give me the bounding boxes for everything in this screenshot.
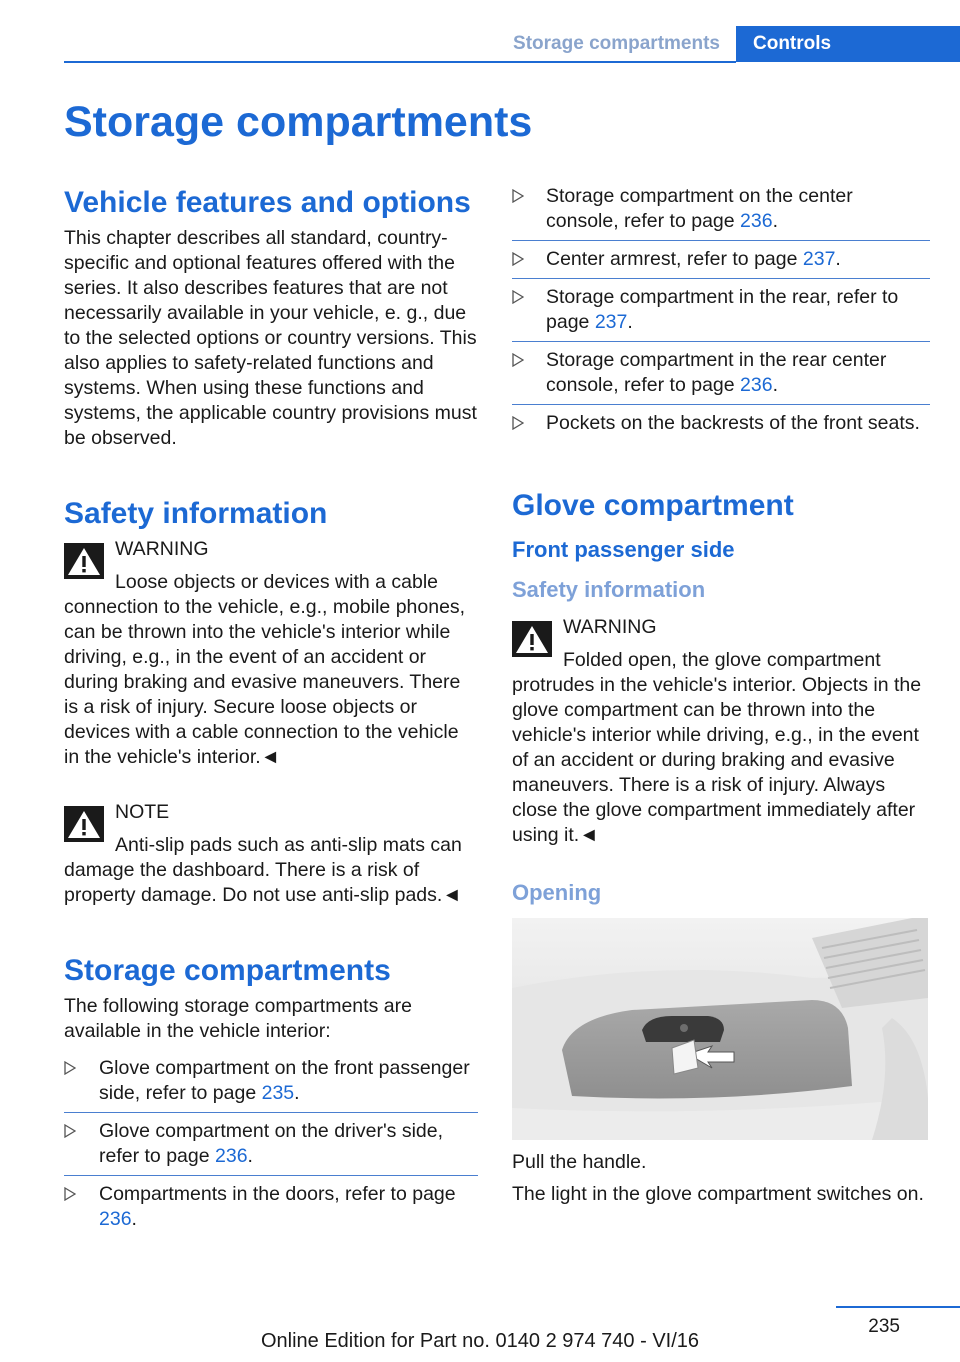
list-item <box>64 1113 478 1176</box>
note-text: damage the dashboard. There is a risk of property damage. Do not use anti-slip pads.◄ <box>64 859 462 906</box>
list-item <box>512 342 930 405</box>
list-item-text: Glove compartment on the front passenger side, refer to page <box>99 1057 470 1104</box>
page-link[interactable]: 235 <box>261 1082 295 1104</box>
triangle-bullet-icon <box>512 252 524 266</box>
warning-keyword: WARNING <box>115 538 209 560</box>
warning-triangle-icon <box>64 543 104 579</box>
list-item-end: . <box>772 210 779 232</box>
warning-text: protrudes in the vehicle's interior. Objects in the glove compartment can be thrown into the vehicle's interior while driving, e.g., in the event of an accident or during braking and evasive maneuvers. There is a risk of injury. Always close the glove compartment immediately after using it.◄ <box>512 674 922 846</box>
warning-text-first: Folded open, the glove compartment <box>563 649 881 671</box>
list-item-end: . <box>247 1145 253 1167</box>
page-link[interactable]: 237 <box>594 311 628 333</box>
paragraph-vehicle-features: This chapter describes all standard, country-specific and optional features offered with the series. It also describes features that are not necessarily available in your vehicle, e. g., due to the selected options or country versions. This also applies to safety-related functions and systems. When using these functions and systems, the applicable country provisions must be observed. <box>64 227 477 449</box>
list-item-end: . <box>772 374 779 396</box>
page-link[interactable]: 236 <box>740 210 773 232</box>
triangle-bullet-icon <box>512 290 524 304</box>
note-keyword: NOTE <box>115 801 170 823</box>
page-link[interactable]: 236 <box>215 1145 248 1167</box>
header-chapter-tab[interactable]: Controls <box>736 26 960 62</box>
heading-glove-compartment: Glove compartment <box>512 489 794 522</box>
heading-vehicle-features: Vehicle features and options <box>64 186 471 219</box>
list-item-text: Center armrest, refer to page <box>546 248 803 270</box>
page-link[interactable]: 237 <box>802 248 836 270</box>
note-text-first: Anti-slip pads such as anti-slip mats can <box>115 834 462 856</box>
list-item-end: . <box>627 311 633 333</box>
list-item-text: Storage compartment in the rear center console, refer to page <box>546 349 887 396</box>
page-number: 235 <box>868 1316 900 1337</box>
warning-text: connection to the vehicle, e.g., mobile phones, can be thrown into the vehicle's interior while driving, e.g., in the event of an accident or during braking and evasive maneuvers. There is a risk of injury. Secure loose objects or devices with a cable connection to the vehicle in the vehicle's interior.◄ <box>64 596 466 768</box>
heading-safety-information: Safety information <box>512 577 706 602</box>
triangle-bullet-icon <box>64 1061 76 1075</box>
heading-front-passenger-side: Front passenger side <box>512 537 735 562</box>
left-column <box>64 184 478 1239</box>
storage-list-right <box>512 184 930 443</box>
glove-compartment-photo <box>512 918 928 1140</box>
list-item <box>512 184 930 241</box>
header-rule <box>64 61 736 63</box>
paragraph-light: The light in the glove compartment switches on. <box>512 1183 924 1205</box>
list-item-end: . <box>294 1082 300 1104</box>
triangle-bullet-icon <box>512 353 524 367</box>
paragraph-storage-intro: The following storage compartments are available in the vehicle interior: <box>64 995 412 1042</box>
warning-keyword: WARNING <box>563 616 657 638</box>
heading-opening: Opening <box>512 880 602 905</box>
list-item-text: Compartments in the doors, refer to page <box>99 1183 456 1205</box>
warning-block <box>64 537 478 770</box>
list-item <box>64 1056 478 1113</box>
storage-list-left <box>64 1056 478 1239</box>
list-item-end: . <box>131 1208 137 1230</box>
page-title: Storage compartments <box>64 98 533 146</box>
header-section-title: Storage compartments <box>513 33 720 54</box>
list-item-text: Pockets on the backrests of the front seats. <box>546 412 920 434</box>
list-item <box>64 1176 478 1239</box>
list-item <box>512 241 930 279</box>
triangle-bullet-icon <box>64 1124 76 1138</box>
triangle-bullet-icon <box>64 1187 76 1201</box>
paragraph-pull-handle: Pull the handle. <box>512 1151 647 1173</box>
warning-block <box>512 615 930 848</box>
heading-storage-compartments: Storage compartments <box>64 954 391 987</box>
list-item-text: Storage compartment in the rear, refer to page <box>546 286 899 333</box>
heading-safety-information: Safety information <box>64 497 328 530</box>
warning-triangle-icon <box>512 621 552 657</box>
triangle-bullet-icon <box>512 189 524 203</box>
list-item <box>512 279 930 342</box>
warning-text-first: Loose objects or devices with a cable <box>115 571 439 593</box>
list-item-end: . <box>835 248 841 270</box>
footer-rule <box>836 1306 960 1308</box>
triangle-bullet-icon <box>512 416 524 430</box>
list-item <box>512 405 930 443</box>
edition-footer: Online Edition for Part no. 0140 2 974 740 - VI/16 <box>260 1330 700 1352</box>
list-item-text: Glove compartment on the driver's side, refer to page <box>99 1120 444 1167</box>
right-column <box>512 184 930 1207</box>
warning-triangle-icon <box>64 806 104 842</box>
note-block <box>64 800 478 908</box>
page-link[interactable]: 236 <box>740 374 773 396</box>
list-item-text: Storage compartment on the center console, refer to page <box>546 185 853 232</box>
page-link[interactable]: 236 <box>99 1208 132 1230</box>
